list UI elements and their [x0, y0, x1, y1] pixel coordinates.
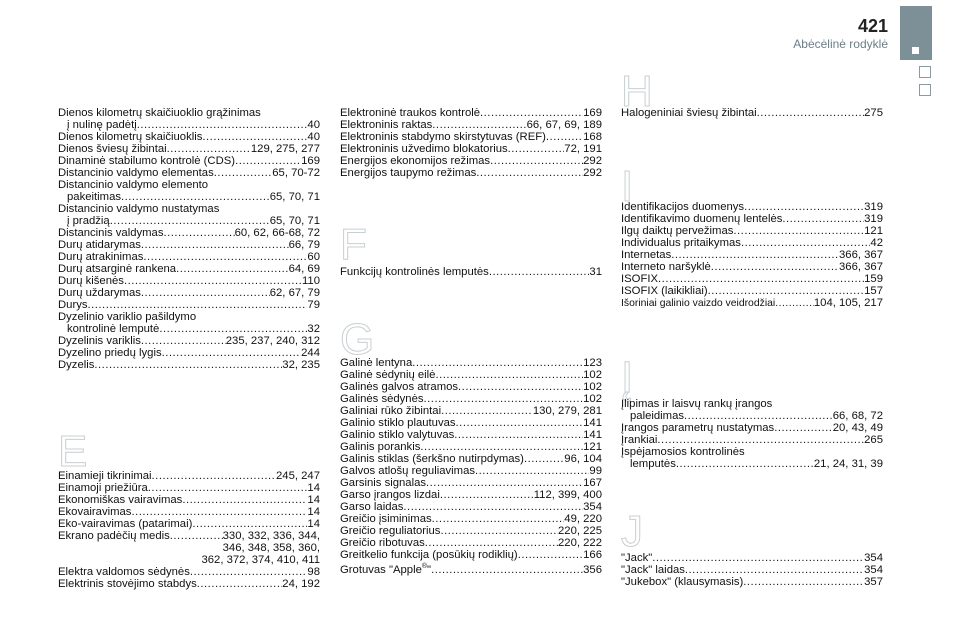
index-entry: Garsinis signalas ..... 167 [340, 477, 602, 489]
index-entry: Distancinio valdymo nustatymas [58, 203, 220, 215]
section-letter-h: H [621, 67, 653, 116]
index-column-3-h [621, 107, 883, 119]
index-entry: Durų uždarymas ..... 62, 67, 79 [58, 287, 320, 299]
index-entry: Ilgų daiktų pervežimas ..... 121 [621, 225, 883, 237]
index-entry: "Jukebox" (klausymasis) ..... 357 [621, 576, 883, 588]
index-column-3-j [621, 552, 883, 588]
index-entry: Funkcijų kontrolinės lemputės ..... 31 [340, 266, 602, 278]
index-column-2-f [340, 266, 602, 278]
thumb-square-icon [919, 84, 931, 96]
index-entry: Durų atidarymas ..... 66, 79 [58, 239, 320, 251]
index-entry: ISOFIX (laikikliai) ..... 157 [621, 285, 883, 297]
tab-square-icon [912, 47, 919, 54]
section-letter-e: E [58, 427, 88, 476]
index-entry: Einamieji tikrinimai ..... 245, 247 [58, 470, 320, 482]
index-entry: Elektroninė traukos kontrolė ..... 169 [340, 107, 602, 119]
index-column-3-j-ogonek [621, 398, 883, 470]
index-entry: Galinės galvos atramos ..... 102 [340, 381, 602, 393]
index-entry: ISOFIX ..... 159 [621, 273, 883, 285]
index-entry: Halogeniniai šviesų žibintai ..... 275 [621, 107, 883, 119]
index-entry: Galinė lentyna ..... 123 [340, 357, 602, 369]
index-entry: Elektrinis stovėjimo stabdys ..... 24, 192 [58, 578, 320, 590]
index-entry: Identifikavimo duomenų lentelės ..... 319 [621, 213, 883, 225]
index-entry: Durys ..... 79 [58, 299, 320, 311]
index-entry: kontrolinė lemputė ..... 32 [58, 323, 320, 335]
index-entry: Įrankiai ..... 265 [621, 434, 883, 446]
section-letter-f: F [340, 220, 367, 269]
index-entry: Identifikacijos duomenys ..... 319 [621, 201, 883, 213]
index-entry: Dienos kilometrų skaičiuoklio grąžinimas [58, 107, 261, 119]
index-entry: Galinis stiklas (šerkšno nutirpdymas) ..... 96, 104 [340, 453, 602, 465]
index-column-1-e [58, 470, 320, 590]
index-entry: Ekovairavimas ..... 14 [58, 506, 320, 518]
section-letter-i: I [621, 162, 634, 211]
index-entry: į nulinę padėtį ..... 40 [58, 119, 320, 131]
page-section-title: Abėcėlinė rodyklė [793, 37, 888, 51]
index-column-3-i [621, 201, 883, 310]
index-entry: Garso įrangos lizdai ..... 112, 399, 400 [340, 489, 602, 501]
section-letter-j: J [621, 507, 643, 556]
index-entry: Elektra valdomos sėdynės ..... 98 [58, 566, 320, 578]
index-entry: lemputės ..... 21, 24, 31, 39 [621, 458, 883, 470]
index-entry: Dienos kilometrų skaičiuoklis ..... 40 [58, 131, 320, 143]
index-entry: Galinio stiklo plautuvas ..... 141 [340, 417, 602, 429]
index-column-1 [58, 107, 320, 371]
index-entry: Įrangos parametrų nustatymas ..... 20, 43, 49 [621, 422, 883, 434]
index-column-2-g [340, 357, 602, 576]
index-entry: Durų kišenės ..... 110 [58, 275, 320, 287]
index-entry: Durų atrakinimas ..... 60 [58, 251, 320, 263]
index-entry: į pradžią ..... 65, 70, 71 [58, 215, 320, 227]
index-entry: Greitkelio funkcija (posūkių rodiklių) ..... 166 [340, 549, 602, 561]
index-entry: Garso laidas ..... 354 [340, 501, 602, 513]
index-entry: Įspėjamosios kontrolinės [621, 446, 745, 458]
index-entry: Distancinio valdymo elementas ..... 65, 70-72 [58, 167, 320, 179]
index-entry: pakeitimas ..... 65, 70, 71 [58, 191, 320, 203]
index-entry: Galinio stiklo valytuvas ..... 141 [340, 429, 602, 441]
index-entry: Galinės sėdynės ..... 102 [340, 393, 602, 405]
index-entry: Galiniai rūko žibintai ..... 130, 279, 281 [340, 405, 602, 417]
index-entry: "Jack" laidas ..... 354 [621, 564, 883, 576]
index-entry: Internetas ..... 366, 367 [621, 249, 883, 261]
index-entry: Distancinio valdymo elemento [58, 179, 209, 191]
section-tab [900, 6, 932, 60]
index-entry: Eko-vairavimas (patarimai) ..... 14 [58, 518, 320, 530]
index-entry: Greičio įsiminimas ..... 49, 220 [340, 513, 602, 525]
index-entry: Galinis porankis ..... 121 [340, 441, 602, 453]
index-entry: Individualus pritaikymas ..... 42 [621, 237, 883, 249]
index-entry: Išoriniai galinio vaizdo veidrodžiai ..... 104, 105, 217 [621, 297, 883, 310]
index-entry: Elektroninis užvedimo blokatorius ..... 72, 191 [340, 143, 602, 155]
index-entry: Energijos ekonomijos režimas ..... 292 [340, 155, 602, 167]
index-entry: Distancinis valdymas ..... 60, 62, 66-68, 72 [58, 227, 320, 239]
index-entry: Dinaminė stabilumo kontrolė (CDS) ..... 169 [58, 155, 320, 167]
section-letter-i-ogonek: Į [621, 353, 634, 402]
section-letter-g: G [340, 315, 375, 364]
index-entry: Dyzelis ..... 32, 235 [58, 359, 320, 371]
thumb-square-icon [919, 66, 931, 78]
index-entry: Galinė sėdynių eilė ..... 102 [340, 369, 602, 381]
index-entry: Įlipimas ir laisvų rankų įrangos [621, 398, 773, 410]
index-entry: Dienos šviesų žibintai ..... 129, 275, 277 [58, 143, 320, 155]
index-entry: Greičio ribotuvas ..... 220, 222 [340, 537, 602, 549]
index-entry: Greičio reguliatorius ..... 220, 225 [340, 525, 602, 537]
index-entry: paleidimas ..... 66, 68, 72 [621, 410, 883, 422]
index-entry: 346, 348, 358, 360, [222, 542, 320, 554]
index-entry: Energijos taupymo režimas ..... 292 [340, 167, 602, 179]
index-entry: "Jack" ..... 354 [621, 552, 883, 564]
index-entry: Elektroninis raktas ..... 66, 67, 69, 189 [340, 119, 602, 131]
index-entry: Interneto naršyklė ..... 366, 367 [621, 261, 883, 273]
index-entry: Ekrano padėčių medis ..... 330, 332, 336, 344, [58, 530, 320, 542]
index-entry: 362, 372, 374, 410, 411 [201, 554, 320, 566]
index-entry: Grotuvas "Apple®" ..... 356 [340, 561, 602, 576]
index-entry: Ekonomiškas vairavimas ..... 14 [58, 494, 320, 506]
index-entry: Dyzelinio variklio pašildymo [58, 311, 197, 323]
index-entry: Dyzelinis variklis ..... 235, 237, 240, 312 [58, 335, 320, 347]
index-entry: Galvos atlošų reguliavimas ..... 99 [340, 465, 602, 477]
index-entry: Durų atsarginė rankena ..... 64, 69 [58, 263, 320, 275]
index-entry: Elektroninis stabdymo skirstytuvas (REF) ..... 168 [340, 131, 602, 143]
index-column-2 [340, 107, 602, 179]
index-entry: Dyzelino priedų lygis ..... 244 [58, 347, 320, 359]
index-entry: Einamoji priežiūra ..... 14 [58, 482, 320, 494]
page-number: 421 [857, 16, 888, 36]
